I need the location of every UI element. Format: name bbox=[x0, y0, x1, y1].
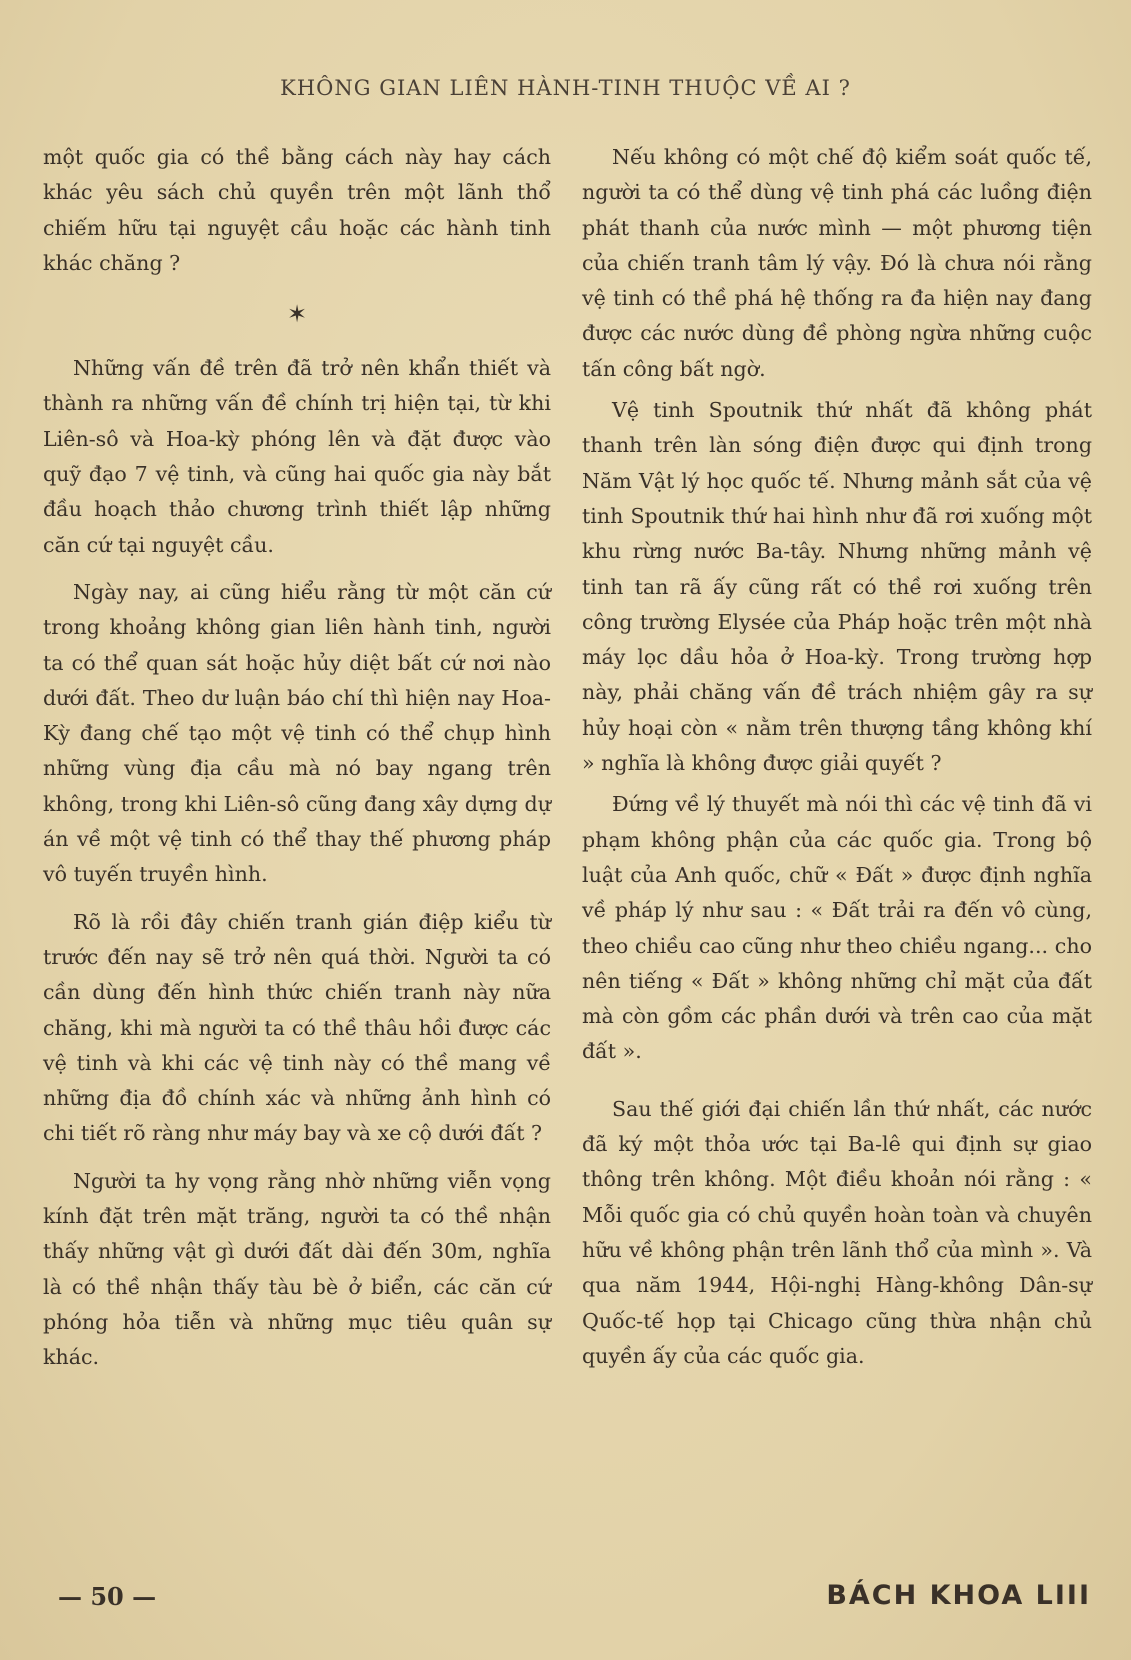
left-paragraph-3: Ngày nay, ai cũng hiểu rằng từ một căn cứ trong khoảng không gian liên hành tinh, người ta có thể quan sát hoặc hủy diệt bất cứ nơi nào dưới đất. Theo dư luận báo chí thì hiện nay Hoa-Kỳ đang chế tạo một vệ tinh có thể chụp hình những vùng địa cầu mà nó bay ngang trên không, trong khi Liên-sô cũng đang xây dựng dự án về một vệ tinh có thể thay thế phương pháp vô tuyến truyền hình. bbox=[43, 579, 551, 887]
right-paragraph-3: Đứng về lý thuyết mà nói thì các vệ tinh đã vi phạm không phận của các quốc gia. Trong bộ luật của Anh quốc, chữ « Đất » được định nghĩa về pháp lý như sau : « Đất trải ra đến vô cùng, theo chiều cao cũng như theo chiều ngang... cho nên tiếng « Đất » không những chỉ mặt của đất mà còn gồm các phần dưới và trên cao của mặt đất ». bbox=[582, 792, 1092, 1064]
page-number: — 50 — bbox=[58, 1582, 157, 1611]
journal-title: BÁCH KHOA LIII bbox=[826, 1580, 1091, 1611]
right-column bbox=[582, 140, 1092, 1374]
right-paragraph-4: Sau thế giới đại chiến lần thứ nhất, các nước đã ký một thỏa ước tại Ba-lê qui định sự giao thông trên không. Một điều khoản nói rằng : « Mỗi quốc gia có chủ quyền hoàn toàn và chuyên hữu về không phận trên lãnh thổ của mình ». Và qua năm 1944, Hội-nghị Hàng-không Dân-sự Quốc-tế họp tại Chicago cũng thừa nhận chủ quyền ấy của các quốc gia. bbox=[582, 1096, 1092, 1368]
right-paragraph-1: Nếu không có một chế độ kiểm soát quốc tế, người ta có thể dùng vệ tinh phá các luồng điện phát thanh của nước mình — một phương tiện của chiến tranh tâm lý vậy. Đó là chưa nói rằng vệ tinh có thề phá hệ thống ra đa hiện nay đang được các nước dùng đề phòng ngừa những cuộc tấn công bất ngờ. bbox=[582, 145, 1092, 381]
left-paragraph-1: một quốc gia có thề bằng cách này hay cách khác yêu sách chủ quyền trên một lãnh thổ chiếm hữu tại nguyệt cầu hoặc các hành tinh khác chăng ? bbox=[43, 145, 551, 275]
section-separator: ✶ bbox=[286, 300, 308, 329]
left-paragraph-2: Những vấn đề trên đã trở nên khẩn thiết và thành ra những vấn đề chính trị hiện tại, từ khi Liên-sô và Hoa-kỳ phóng lên và đặt được vào quỹ đạo 7 vệ tinh, và cũng hai quốc gia này bắt đầu hoạch thảo chương trình thiết lập những căn cứ tại nguyệt cầu. bbox=[43, 356, 551, 557]
right-paragraph-2: Vệ tinh Spoutnik thứ nhất đã không phát thanh trên làn sóng điện được qui định trong Năm Vật lý học quốc tế. Nhưng mảnh sắt của vệ tinh Spoutnik thứ hai hình như đã rơi xuống một khu rừng nước Ba-tây. Nhưng những mảnh vệ tinh tan rã ấy cũng rất có thề rơi xuống trên công trường Elysée của Pháp hoặc trên một nhà máy lọc dầu hỏa ở Hoa-kỳ. Trong trường hợp này, phải chăng vấn đề trách nhiệm gây ra sự hủy hoại còn « nằm trên thượng tầng không khí » nghĩa là không được giải quyết ? bbox=[582, 398, 1092, 776]
running-title: KHÔNG GIAN LIÊN HÀNH-TINH THUỘC VỀ AI ? bbox=[280, 76, 851, 100]
left-paragraph-4: Rõ là rồi đây chiến tranh gián điệp kiểu từ trước đến nay sẽ trở nên quá thời. Người ta có cần dùng đến hình thức chiến tranh này nữa chăng, khi mà người ta có thề thâu hồi được các vệ tinh và khi các vệ tinh này có thề mang về những địa đồ chính xác và những ảnh hình có chi tiết rõ ràng như máy bay và xe cộ dưới đất ? bbox=[43, 909, 551, 1146]
left-column bbox=[43, 140, 551, 1376]
left-paragraph-5: Người ta hy vọng rằng nhờ những viễn vọng kính đặt trên mặt trăng, người ta có thề nhận thấy những vật gì dưới đất dài đến 30m, nghĩa là có thề nhận thấy tàu bè ở biển, các căn cứ phóng hỏa tiễn và những mục tiêu quân sự khác. bbox=[43, 1168, 551, 1370]
